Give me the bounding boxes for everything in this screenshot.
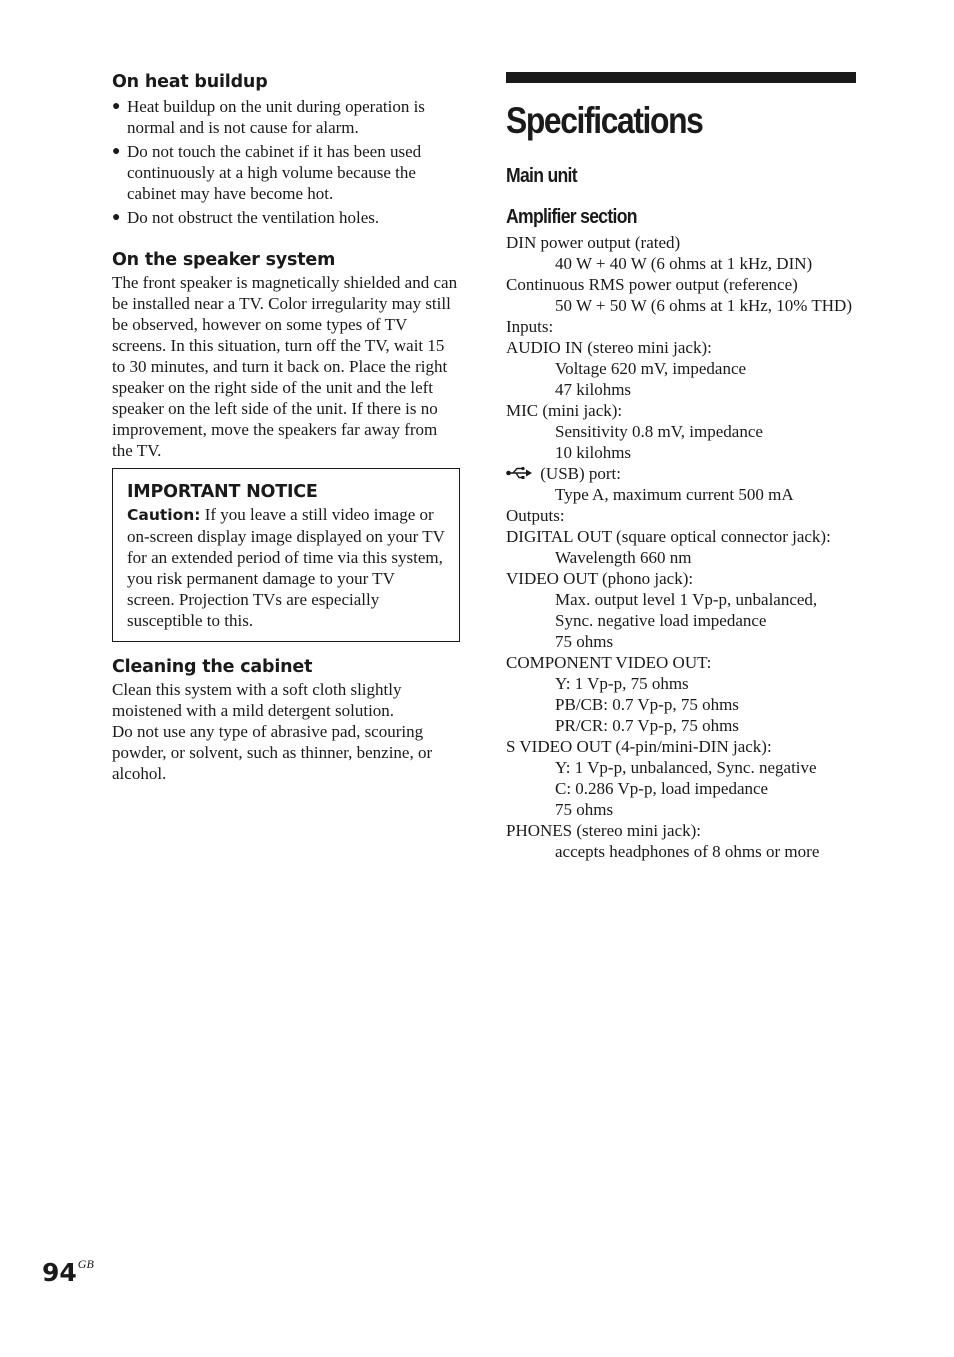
cleaning-body-1: Clean this system with a soft cloth slightly moistened with a mild detergent solution.: [112, 680, 402, 720]
cleaning-section: [112, 655, 460, 784]
spec-value: Max. output level 1 Vp-p, unbalanced,: [555, 590, 818, 609]
spec-label: PHONES (stereo mini jack):: [506, 821, 701, 840]
spec-value: Voltage 620 mV, impedance: [555, 359, 747, 378]
spec-label: Outputs:: [506, 506, 565, 525]
spec-value-pr-cr: PR/CR: 0.7 Vp-p, 75 ohms: [555, 716, 739, 735]
notice-body: [127, 504, 445, 631]
spec-label: DIGITAL OUT (square optical connector jack):: [506, 527, 831, 546]
bullet-icon: ●: [112, 99, 121, 114]
spec-value: 47 kilohms: [555, 380, 632, 399]
spec-label: Inputs:: [506, 317, 554, 336]
spec-value: 50 W + 50 W (6 ohms at 1 kHz, 10% THD): [555, 296, 852, 315]
page-number: $94^{GB}$: [42, 1257, 94, 1287]
amplifier-section-heading: Amplifier section: [506, 206, 637, 228]
heat-heading: On heat buildup: [112, 72, 268, 92]
spec-label: COMPONENT VIDEO OUT:: [506, 653, 712, 672]
important-notice-box: [112, 468, 460, 642]
list-item: ● Do not touch the cabinet if it has been used continuously at a high volume because the cabinet may have become hot.: [112, 142, 422, 203]
spec-label: Continuous RMS power output (reference): [506, 275, 798, 294]
speaker-section: [112, 248, 460, 461]
list-item: ● Do not obstruct the ventilation holes.: [112, 208, 380, 227]
bullet-icon: ●: [112, 144, 121, 159]
speaker-heading: On the speaker system: [112, 250, 336, 270]
bullet-icon: ●: [112, 210, 121, 225]
spec-label-usb: (USB) port:: [506, 463, 856, 484]
spec-value: Type A, maximum current 500 mA: [555, 485, 794, 504]
spec-value: 10 kilohms: [555, 443, 632, 462]
spec-value-pb-cb: PB/CB: 0.7 Vp-p, 75 ohms: [555, 695, 739, 714]
spec-value: 40 W + 40 W (6 ohms at 1 kHz, DIN): [555, 254, 813, 273]
spec-value: Sensitivity 0.8 mV, impedance: [555, 422, 763, 441]
heat-section: [112, 70, 460, 228]
cleaning-body-2: Do not use any type of abrasive pad, scouring powder, or solvent, such as thinner, benzine, or alcohol.: [112, 722, 433, 783]
cleaning-heading: Cleaning the cabinet: [112, 657, 313, 677]
notice-heading: IMPORTANT NOTICE: [127, 482, 318, 502]
spec-list: [506, 232, 856, 862]
spec-value: Wavelength 660 nm: [555, 548, 692, 567]
list-item: ● Heat buildup on the unit during operation is normal and is not cause for alarm.: [112, 97, 425, 137]
right-column: [506, 72, 856, 862]
left-column: [112, 70, 460, 784]
spec-value: Y: 1 Vp-p, unbalanced, Sync. negative: [555, 758, 817, 777]
speaker-body: The front speaker is magnetically shielded and can be installed near a TV. Color irregularity may still be observed, however on some types of TV screens. In this situation, turn off the TV, wait 15 to 30 minutes, and turn it back on. Place the right speaker on the right side of the unit and the left speaker on the left side of the unit. If there is no improvement, move the speakers far away from the TV.: [112, 273, 458, 460]
main-unit-heading: Main unit: [506, 165, 577, 187]
spec-label: S VIDEO OUT (4-pin/mini-DIN jack):: [506, 737, 772, 756]
spec-value: Sync. negative load impedance: [555, 611, 767, 630]
title-rule: [506, 72, 856, 83]
page-region-suffix: GB: [77, 1257, 94, 1271]
spec-value: C: 0.286 Vp-p, load impedance: [555, 779, 769, 798]
heat-bullet-list: [112, 96, 460, 228]
spec-value: accepts headphones of 8 ohms or more: [555, 842, 820, 861]
spec-label: AUDIO IN (stereo mini jack):: [506, 338, 712, 357]
spec-value: Y: 1 Vp-p, 75 ohms: [555, 674, 689, 693]
spec-label: MIC (mini jack):: [506, 401, 623, 420]
caution-label: Caution:: [127, 506, 201, 524]
spec-label: DIN power output (rated): [506, 233, 681, 252]
page-title: Specifications: [506, 100, 703, 141]
spec-value: 75 ohms: [555, 632, 614, 651]
spec-label: VIDEO OUT (phono jack):: [506, 569, 694, 588]
usb-icon: [506, 466, 532, 480]
spec-value: 75 ohms: [555, 800, 614, 819]
caution-text: If you leave a still video image or on-screen display image displayed on your TV for an extended period of time via this system, you risk permanent damage to your TV screen. Projection TVs are especially susceptible to this.: [127, 505, 445, 630]
